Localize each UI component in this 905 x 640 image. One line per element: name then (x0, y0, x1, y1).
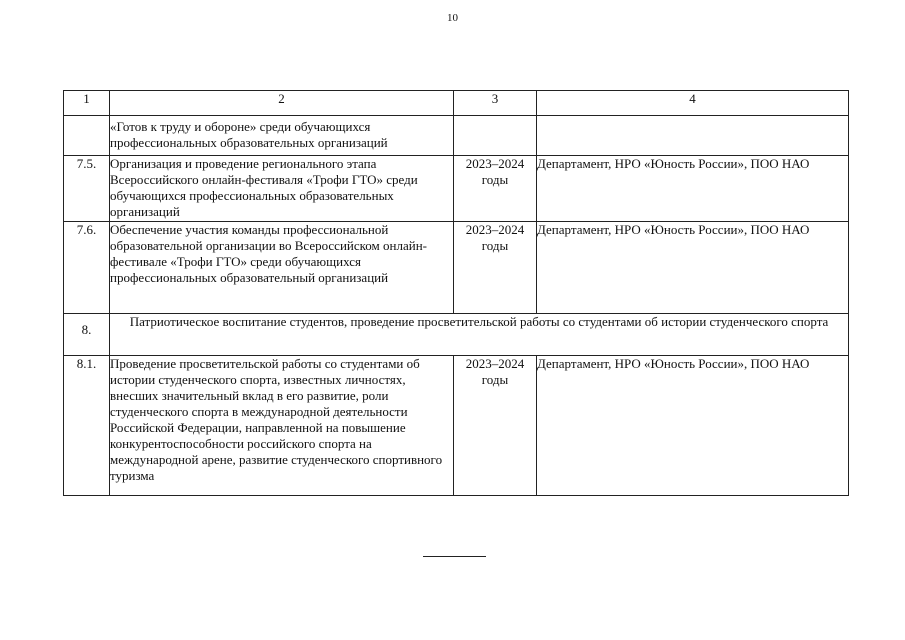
table-row-continuation (64, 116, 849, 156)
row-period (454, 116, 537, 156)
table-row (64, 156, 849, 222)
plan-table (63, 90, 849, 496)
row-number: 7.6. (64, 222, 110, 314)
section-title: Патриотическое воспитание студентов, проведение просветительской работы со студентами об истории студенческого спорта (110, 314, 849, 356)
section-row (64, 314, 849, 356)
row-executors: Департамент, НРО «Юность России», ПОО НАО (537, 222, 849, 314)
row-activity: Проведение просветительской работы со студентами об истории студенческого спорта, известных личностях, внесших значительный вклад в его развитие, роли студенческого спорта в международной деятельности Российской Федерации, направленной на повышение конкурентоспособности российского спорта на международной арене, развитие студенческого спортивного туризма (110, 356, 454, 496)
table-row (64, 222, 849, 314)
column-header-number: 1 (64, 91, 110, 116)
row-executors (537, 116, 849, 156)
row-activity: Организация и проведение регионального этапа Всероссийского онлайн-фестиваля «Трофи ГТО» среди обучающихся профессиональных образовательных организаций (110, 156, 454, 222)
row-period: 2023–2024 годы (454, 222, 537, 314)
column-header-period: 3 (454, 91, 537, 116)
row-number: 7.5. (64, 156, 110, 222)
table-header-row (64, 91, 849, 116)
row-period: 2023–2024 годы (454, 356, 537, 496)
row-number (64, 116, 110, 156)
row-activity: «Готов к труду и обороне» среди обучающихся профессиональных образовательных организаций (110, 116, 454, 156)
row-number: 8.1. (64, 356, 110, 496)
page-number: 10 (447, 12, 458, 24)
column-header-executors: 4 (537, 91, 849, 116)
section-number: 8. (64, 314, 110, 356)
row-executors: Департамент, НРО «Юность России», ПОО НАО (537, 156, 849, 222)
row-period: 2023–2024 годы (454, 156, 537, 222)
row-executors: Департамент, НРО «Юность России», ПОО НАО (537, 356, 849, 496)
row-activity: Обеспечение участия команды профессиональной образовательной организации во Всероссийском онлайн-фестивале «Трофи ГТО» среди обучающихся профессиональных образовательный организаций (110, 222, 454, 314)
table-row (64, 356, 849, 496)
column-header-activity: 2 (110, 91, 454, 116)
footer-divider (423, 556, 486, 557)
